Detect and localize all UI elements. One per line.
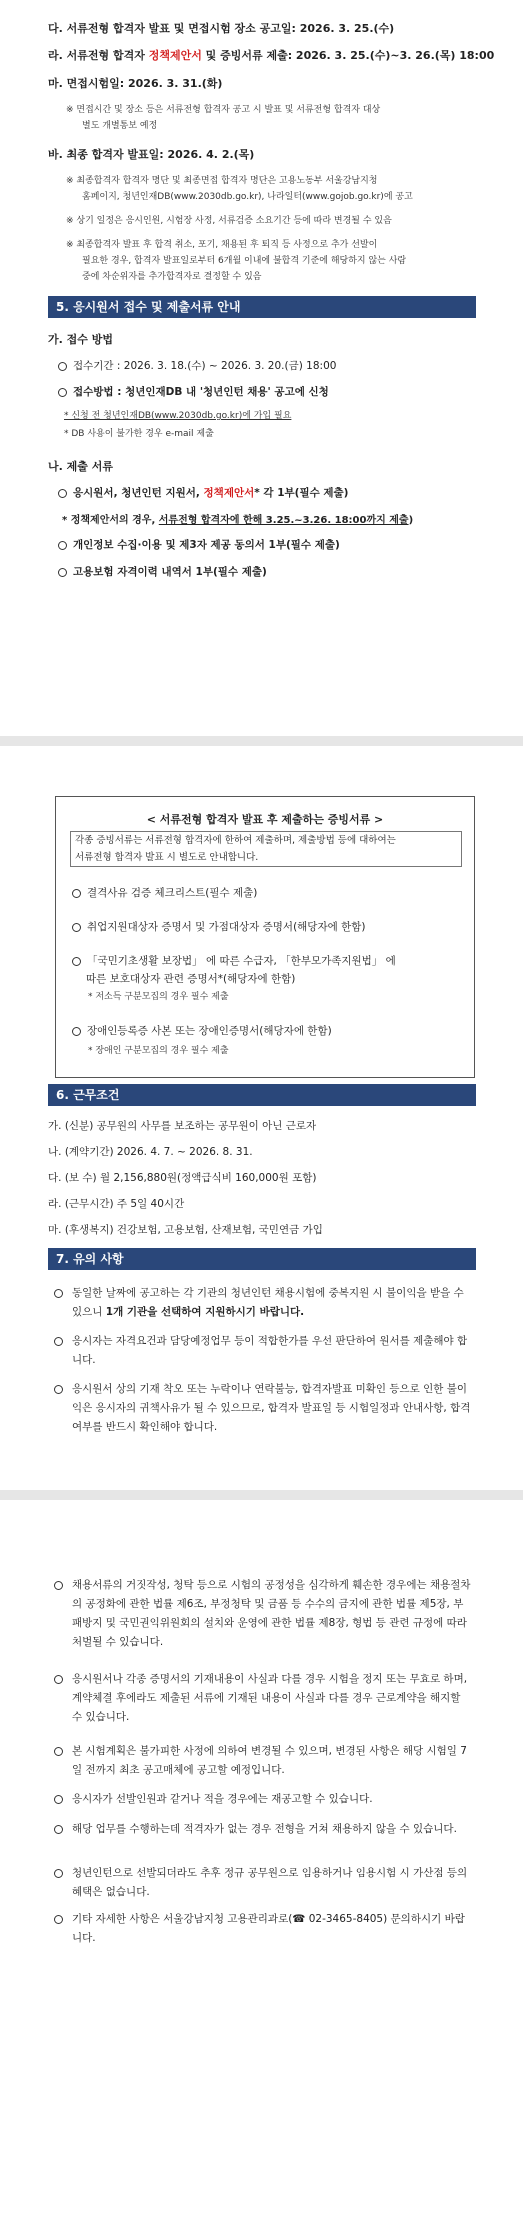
- circle-bullet-icon: [72, 1027, 81, 1036]
- na-note-underlined: 서류전형 합격자에 한해 3.25.~3.26. 18:00까지 제출: [158, 515, 409, 526]
- work-cond-4: 라. (근무시간) 주 5일 40시간: [48, 1198, 185, 1210]
- evidence-documents-box: [55, 796, 475, 1078]
- date-line-ba: 바. 최종 합격자 발표일: 2026. 4. 2.(목): [48, 148, 255, 161]
- note-ba2: ※ 상기 일정은 응시인원, 시험장 사정, 서류검증 소요기간 등에 따라 변경될 수 있음: [66, 216, 392, 226]
- caution-item-7-text: 응시자가 선발인원과 같거나 적을 경우에는 재공고할 수 있습니다.: [72, 1793, 373, 1805]
- na-item-3: [58, 564, 267, 579]
- policy-proposal-highlight: 정책제안서: [148, 49, 202, 62]
- section-5-heading: 5. 응시원서 접수 및 제출서류 안내: [48, 296, 476, 318]
- box-item-3-line-1: 「국민기초생활 보장법」 에 따른 수급자, 「한부모가족지원법」 에: [87, 955, 396, 967]
- ga-item-2-text: 접수방법 : 청년인재DB 내 '청년인턴 채용' 공고에 신청: [73, 386, 329, 398]
- page-gap: [0, 1490, 523, 1500]
- document-page-1: [0, 0, 523, 736]
- box-item-3-line-2: 따른 보호대상자 관련 증명서*(해당자에 한함): [86, 973, 296, 985]
- work-cond-5: 마. (후생복지) 건강보험, 고용보험, 산재보험, 국민연금 가입: [48, 1224, 323, 1236]
- box-item-2-text: 취업지원대상자 증명서 및 가점대상자 증명서(해당자에 한함): [87, 921, 366, 933]
- work-cond-2: 나. (계약기간) 2026. 4. 7. ~ 2026. 8. 31.: [48, 1146, 253, 1158]
- note-ba3-3: 중에 차순위자를 추가합격자로 결정할 수 있음: [82, 272, 262, 282]
- note-ma-2: 별도 개별통보 예정: [82, 121, 158, 131]
- box-item-4-note: * 장애인 구분모집의 경우 필수 제출: [88, 1046, 229, 1056]
- na-item-2: [58, 537, 340, 552]
- caution-item-6: [72, 1742, 472, 1780]
- circle-bullet-icon: [54, 1289, 63, 1298]
- ga-heading: 가. 접수 방법: [48, 333, 113, 346]
- circle-bullet-icon: [54, 1385, 63, 1394]
- na-heading: 나. 제출 서류: [48, 460, 113, 473]
- note-ba3-2: 필요한 경우, 합격자 발표일로부터 6개월 이내에 불합격 기준에 해당하지 않는 사람: [82, 256, 407, 266]
- circle-bullet-icon: [58, 388, 67, 397]
- caution-item-6-text: 본 시험계획은 불가피한 사정에 의하여 변경될 수 있으며, 변경된 사항은 해당 시험일 7일 전까지 최초 공고매체에 공고할 예정입니다.: [72, 1745, 467, 1776]
- box-item-3: [72, 953, 396, 968]
- caution-item-1-emphasis: 1개 기관을 선택하여 지원하시기 바랍니다.: [105, 1306, 305, 1318]
- date-line-ma: 마. 면접시험일: 2026. 3. 31.(화): [48, 77, 223, 90]
- work-cond-3: 다. (보 수) 월 2,156,880원(정액급식비 160,000원 포함): [48, 1172, 317, 1184]
- caution-item-5-text: 응시원서나 각종 증명서의 기재내용이 사실과 다를 경우 시험을 정지 또는 무효로 하며, 계약체결 후에라도 제출된 서류에 기재된 내용이 사실과 다를 경우 근로계약을 해지할 수 있습니다.: [72, 1673, 468, 1723]
- na-item-1-post: * 각 1부(필수 제출): [254, 487, 349, 499]
- circle-bullet-icon: [58, 541, 67, 550]
- caution-item-10-text: 기타 자세한 사항은 서울강남지청 고용관리과로(☎ 02-3465-8405) 문의하시기 바랍니다.: [72, 1913, 465, 1944]
- circle-bullet-icon: [54, 1337, 63, 1346]
- caution-item-1: [72, 1284, 472, 1322]
- na-note-post: ): [408, 515, 414, 526]
- document-page-3: [0, 1500, 523, 2234]
- box-item-4: [72, 1023, 332, 1038]
- note-ma-1: ※ 면접시간 및 장소 등은 서류전형 합격자 공고 시 발표 및 서류전형 합격자 대상: [66, 105, 381, 115]
- box-item-1: [72, 885, 257, 900]
- caution-item-4-text: 채용서류의 거짓작성, 청탁 등으로 시험의 공정성을 심각하게 훼손한 경우에는 채용절차의 공정화에 관한 법률 제6조, 부정청탁 및 금품 등 수수의 금지에 관한 법률 제5장, 부패방지 및 국민권익위원회의 설치와 운영에 관한 법률 제8장, 형법 등 관련 규정에 따라 처벌될 수 있습니다.: [72, 1579, 471, 1648]
- box-notice: [70, 831, 462, 867]
- circle-bullet-icon: [58, 489, 67, 498]
- na-note-pre: * 정책제안서의 경우,: [62, 515, 159, 526]
- ga-item-1: [58, 358, 336, 373]
- circle-bullet-icon: [58, 568, 67, 577]
- circle-bullet-icon: [54, 1795, 63, 1804]
- caution-item-2-text: 응시자는 자격요건과 담당예정업무 등이 적합한가를 우선 판단하여 원서를 제출해야 합니다.: [72, 1335, 468, 1366]
- box-notice-line-1: 각종 증빙서류는 서류전형 합격자에 한하여 제출하며, 제출방법 등에 대하여는: [75, 835, 396, 846]
- na-note: [62, 511, 413, 526]
- na-item-2-text: 개인정보 수집·이용 및 제3자 제공 동의서 1부(필수 제출): [73, 539, 340, 551]
- caution-item-9: [72, 1864, 472, 1902]
- caution-item-10: [72, 1910, 472, 1948]
- box-item-1-text: 결격사유 검증 체크리스트(필수 제출): [87, 887, 258, 899]
- circle-bullet-icon: [72, 889, 81, 898]
- page-gap: [0, 736, 523, 746]
- ga-item-2: [58, 384, 329, 399]
- circle-bullet-icon: [54, 1825, 63, 1834]
- date-line-ra-pre: 라. 서류전형 합격자: [48, 49, 149, 62]
- caution-item-7: [72, 1790, 472, 1809]
- date-line-ra: [48, 47, 494, 63]
- policy-proposal-highlight-2: 정책제안서: [203, 487, 255, 499]
- na-item-3-text: 고용보험 자격이력 내역서 1부(필수 제출): [73, 566, 267, 578]
- caution-item-8: [72, 1820, 472, 1839]
- circle-bullet-icon: [54, 1869, 63, 1878]
- ga-item-1-text: 접수기간 : 2026. 3. 18.(수) ~ 2026. 3. 20.(금) 18:00: [73, 360, 337, 372]
- note-ba1-2: 홈페이지, 청년인재DB(www.2030db.go.kr), 나라일터(www.gojob.go.kr)에 공고: [82, 192, 413, 202]
- ga-note-1: * 신청 전 청년인재DB(www.2030db.go.kr)에 가입 필요: [64, 411, 292, 421]
- note-ba1-1: ※ 최종합격자 합격자 명단 및 최종면접 합격자 명단은 고용노동부 서울강남지청: [66, 176, 378, 186]
- circle-bullet-icon: [54, 1915, 63, 1924]
- box-title: < 서류전형 합격자 발표 후 제출하는 증빙서류 >: [146, 813, 384, 826]
- circle-bullet-icon: [72, 923, 81, 932]
- box-item-3-note: * 저소득 구분모집의 경우 필수 제출: [88, 992, 229, 1002]
- document-page-2: [0, 746, 523, 1490]
- caution-item-3-text: 응시원서 상의 기재 착오 또는 누락이나 연락불능, 합격자발표 미확인 등으로 인한 불이익은 응시자의 귀책사유가 될 수 있으므로, 합격자 발표일 등 시험일정과 안내사항, 합격여부를 반드시 확인해야 합니다.: [72, 1383, 471, 1433]
- box-item-2: [72, 919, 365, 934]
- caution-item-8-text: 해당 업무를 수행하는데 적격자가 없는 경우 전형을 거쳐 채용하지 않을 수 있습니다.: [72, 1823, 457, 1835]
- caution-item-2: [72, 1332, 472, 1370]
- box-item-4-text: 장애인등록증 사본 또는 장애인증명서(해당자에 한함): [87, 1025, 332, 1037]
- circle-bullet-icon: [54, 1747, 63, 1756]
- box-notice-line-2: 서류전형 합격자 발표 시 별도로 안내합니다.: [75, 852, 259, 863]
- date-line-da: 다. 서류전형 합격자 발표 및 면접시험 장소 공고일: 2026. 3. 25.(수): [48, 22, 395, 35]
- caution-item-1-text: 동일한 날짜에 공고하는 각 기관의 청년인턴 채용시험에 중복지원 시 불이익을 받을 수 있으니: [72, 1287, 464, 1318]
- caution-item-4: [72, 1576, 472, 1652]
- circle-bullet-icon: [54, 1581, 63, 1590]
- date-line-ra-post: 및 증빙서류 제출: 2026. 3. 25.(수)~3. 26.(목) 18:00: [201, 49, 495, 62]
- section-7-heading: 7. 유의 사항: [48, 1248, 476, 1270]
- caution-item-5: [72, 1670, 472, 1727]
- circle-bullet-icon: [58, 362, 67, 371]
- caution-item-3: [72, 1380, 472, 1437]
- na-item-1-pre: 응시원서, 청년인턴 지원서,: [73, 487, 204, 499]
- caution-item-9-text: 청년인턴으로 선발되더라도 추후 정규 공무원으로 임용하거나 임용시험 시 가산점 등의 혜택은 없습니다.: [72, 1867, 468, 1898]
- note-ba3-1: ※ 최종합격자 발표 후 합격 취소, 포기, 채용된 후 퇴직 등 사정으로 추가 선발이: [66, 240, 378, 250]
- section-6-heading: 6. 근무조건: [48, 1084, 476, 1106]
- circle-bullet-icon: [72, 957, 81, 966]
- ga-note-2: * DB 사용이 불가한 경우 e-mail 제출: [64, 429, 214, 439]
- na-item-1: [58, 485, 348, 500]
- circle-bullet-icon: [54, 1675, 63, 1684]
- work-cond-1: 가. (신분) 공무원의 사무를 보조하는 공무원이 아닌 근로자: [48, 1120, 317, 1132]
